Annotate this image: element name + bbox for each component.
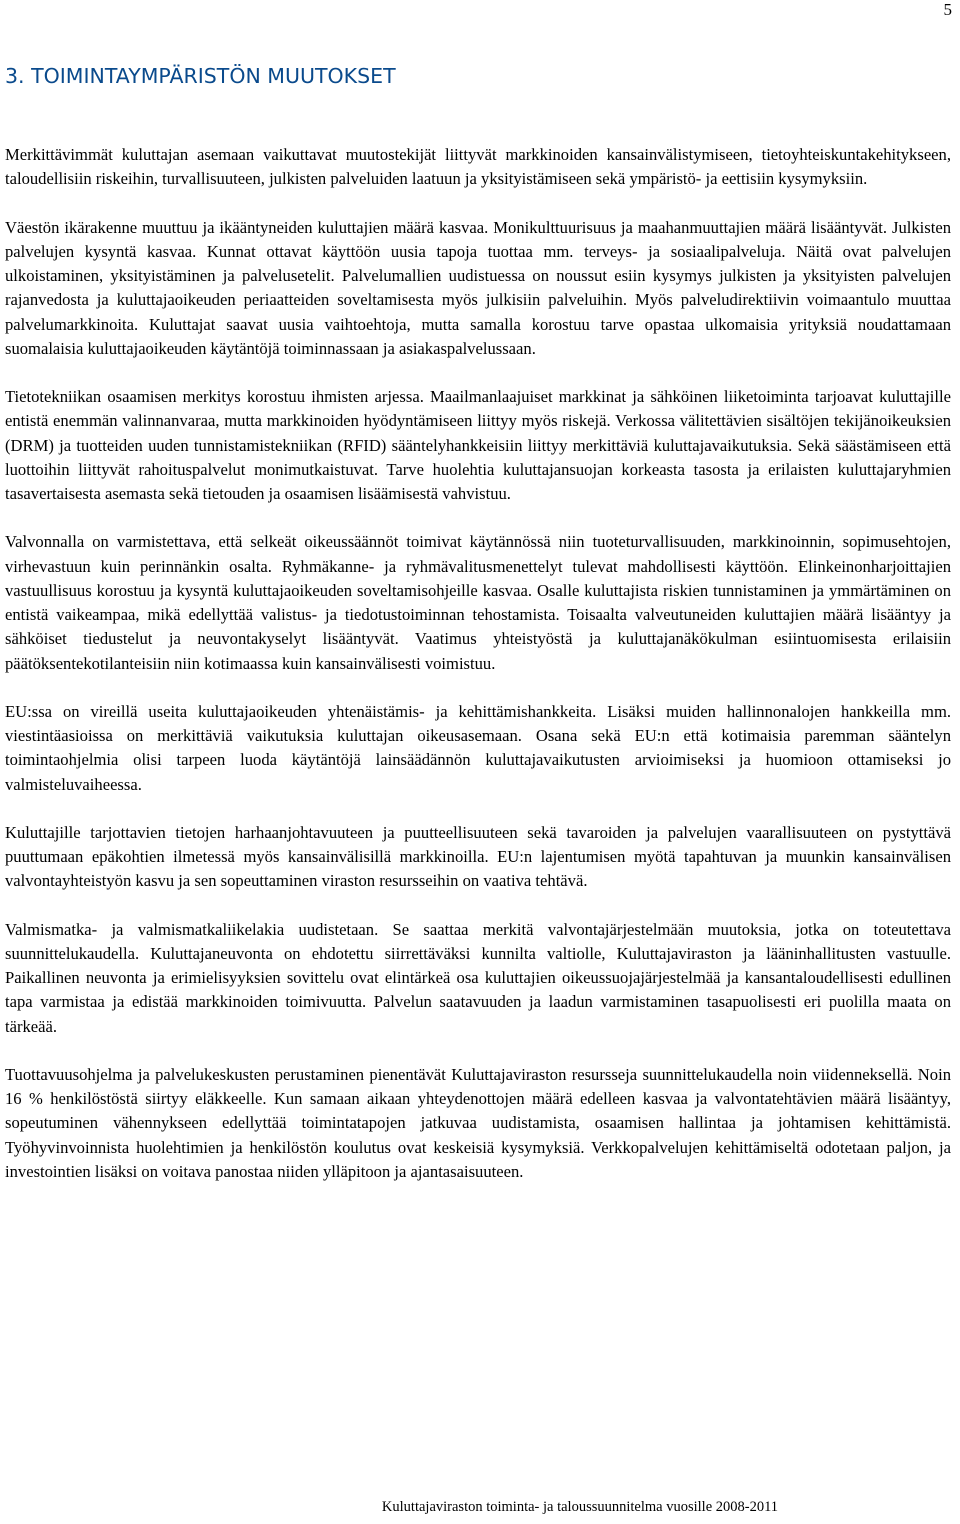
paragraph-intro: Merkittävimmät kuluttajan asemaan vaikuttavat muutostekijät liittyvät markkinoiden kansainvälistymiseen, tietoyhteiskuntakehitykseen, taloudellisiin riskeihin, turvallisuuteen, julkisten palveluiden laatuun ja yksityistämiseen sekä ympäristö- ja eettisiin kysymyksiin. bbox=[5, 145, 951, 189]
paragraph-technology: Tietotekniikan osaamisen merkitys korostuu ihmisten arjessa. Maailmanlaajuiset markkinat ja sähköinen liiketoiminta tarjoavat kuluttajille entistä enemmän valinnanvaraa, mutta markkinoiden hyödyntämiseen liittyy myös riskejä. Verkossa välitettävien sisältöjen tekijänoikeuksien (DRM) ja tuotteiden uuden tunnistamistekniikan (RFID) sääntelyhankkeisiin liittyy merkittäviä kuluttajavaikutuksia. Sekä säästämiseen että luottoihin liittyvät rahoituspalvelut monimutkaistuvat. Tarve huolehtia kuluttajansuojan korkeasta tasosta ja erilaisten kuluttajaryhmien tasavertaisesta asemasta sekä tietouden ja osaamisen lisäämisestä vahvistuu. bbox=[5, 387, 951, 503]
paragraph-information: Kuluttajille tarjottavien tietojen harhaanjohtavuuteen ja puutteellisuuteen sekä tavaroiden ja palvelujen vaarallisuuteen on pystyttävä puuttumaan epäkohtien ilmetessä myös kansainvälisillä markkinoilla. EU:n lajentumisen myötä tapahtuvan ja muunkin kansainvälisen valvontayhteistyön kasvu ja sen sopeuttaminen viraston resursseihin on vaativa tehtävä. bbox=[5, 822, 951, 891]
paragraph-supervision: Valvonnalla on varmistettava, että selkeät oikeussäännöt toimivat käytännössä niin tuoteturvallisuuden, markkinoinnin, sopimusehtojen, virhevastuun kuin perinnänkin osalta. Ryhmäkanne- ja ryhmävalitusmenettelyt tulevat mahdollisesti käyttöön. Elinkeinonharjoittajien vastuullisuus korostuu ja kysyntä kuluttajaoikeuden soveltamisohjeille kasvaa. Osalle kuluttajista riskien tunnistaminen ja ymmärtäminen on entistä vaikeampaa, mikä edellyttää valistus- ja tiedotustoiminnan tehostamista. Toisaalta valveutuneiden kuluttajien määrä lisääntyy ja sähköiset tiedustelut ja neuvontakyselyt lisääntyvät. Vaatimus yhteistyöstä ja kuluttajanäkökulman esiintuomisesta erilaisiin päätöksentekotilanteisiin niin kotimaassa kuin kansainvälisesti voimistuu. bbox=[5, 532, 951, 673]
paragraph-demographics: Väestön ikärakenne muuttuu ja ikääntyneiden kuluttajien määrä kasvaa. Monikulttuurisuus ja maahanmuuttajien määrä lisääntyvät. Julkisten palvelujen kysyntä kasvaa. Kunnat ottavat käyttöön uusia tapoja tuottaa mm. terveys- ja sosiaalipalveluja. Näitä ovat palvelujen ulkoistaminen, yksityistäminen ja palvelusetelit. Palvelumallien uudistuessa on noussut esiin kysymys julkisten ja yksityisten palvelujen rajanvedosta ja kuluttajaoikeuden periaatteiden soveltamisesta myös julkisiin palveluihin. Myös palveludirektiivin voimaantulo muuttaa palvelumarkkinoita. Kuluttajat saavat uusia vaihtoehtoja, mutta samalla korostuu tarve opastaa ulkomaisia yrityksiä noudattamaan suomalaisia kuluttajaoikeuden käytäntöjä toiminnassaan ja asiakaspalvelussaan. bbox=[5, 217, 951, 358]
paragraph-eu: EU:ssa on vireillä useita kuluttajaoikeuden yhtenäistämis- ja kehittämishankkeita. Lisäksi muiden hallinnonalojen hankkeilla mm. viestintäasioissa on merkittäviä vaikutuksia kuluttajan oikeusasemaan. Osana sekä EU:n että kotimaisia paremman sääntelyn toimintaohjelmia olisi tarpeen luoda käytäntöjä lainsäädännön kuluttajavaikutusten arvioimiseksi ja huomioon ottamiseksi jo valmisteluvaiheessa. bbox=[5, 701, 951, 794]
paragraph-package-travel: Valmismatka- ja valmismatkaliikelakia uudistetaan. Se saattaa merkitä valvontajärjestelmään muutoksia, jotka on toteutettava suunnittelukaudella. Kuluttajaneuvonta on ehdotettu siirrettäväksi kunnilta valtiolle, Kuluttajaviraston ja lääninhallitusten vastuulle. Paikallinen neuvonta ja erimielisyyksien sovittelu ovat elintärkeä osa kuluttajien oikeussuojajärjestelmää ja kansantaloudellisesti edullinen tapa varmistaa ja edistää markkinoiden toimivuutta. Palvelun saatavuuden ja laadun varmistaminen tasapuolisesti eri puolilla maata on tärkeää. bbox=[5, 919, 951, 1036]
body-text bbox=[5, 143, 951, 1208]
page-number: 5 bbox=[943, 0, 952, 19]
paragraph-productivity: Tuottavuusohjelma ja palvelukeskusten perustaminen pienentävät Kuluttajaviraston resursseja suunnittelukaudella noin viidenneksellä. Noin 16 % henkilöstöstä siirtyy eläkkeelle. Kun samaan aikaan yhteydenottojen määrä edelleen kasvaa ja valvontatehtävien määrä lisääntyy, sopeutuminen vähennykseen edellyttää toimintatapojen jatkuvaa uudistamista, osaamisen hallintaa ja johtamisen kehittämistä. Työhyvinvoinnista huolehtimien ja henkilöstön koulutus ovat keskeisiä kysymyksiä. Verkkopalvelujen kehittämiseltä odotetaan paljon, ja investointien lisäksi on voitava panostaa niiden ylläpitoon ja ajantasaisuuteen. bbox=[5, 1064, 951, 1181]
page-footer: Kuluttajaviraston toiminta- ja taloussuunnitelma vuosille 2008-2011 bbox=[381, 1499, 779, 1515]
section-heading: 3. TOIMINTAYMPÄRISTÖN MUUTOKSET bbox=[5, 64, 396, 88]
